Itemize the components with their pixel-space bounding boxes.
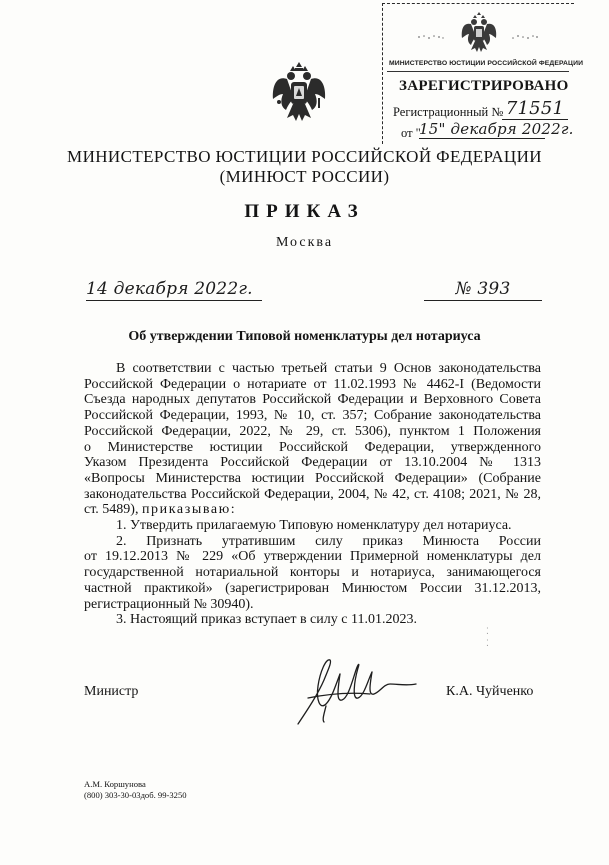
item-3: 3. Настоящий приказ вступает в силу с 11.01.2023. <box>116 612 417 628</box>
body-line: о Министерстве юстиции Российской Федерации, утвержденного <box>84 439 541 455</box>
stamp-status: ЗАРЕГИСТРИРОВАНО <box>399 78 569 94</box>
body-line: Съезда народных депутатов Российской Федерации и Верховного Совета <box>84 392 541 408</box>
scan-speck: ⁚ <box>486 638 489 648</box>
executor-name: А.М. Коршунова <box>84 779 146 789</box>
preamble-tail: ст. 5489), <box>84 502 139 518</box>
stamp-eagle-icon <box>459 12 499 54</box>
signatory-position: Министр <box>84 684 139 699</box>
body-line: Указом Президента Российской Федерации от 13.10.2004 № 1313 <box>84 455 541 471</box>
coat-of-arms-icon <box>270 62 328 124</box>
body-line: регистрационный № 30940). <box>84 596 254 612</box>
body-line: от 19.12.2013 № 229 «Об утверждении Примерной номенклатуры дел <box>84 549 541 565</box>
ministry-title: МИНИСТЕРСТВО ЮСТИЦИИ РОССИЙСКОЙ ФЕДЕРАЦИИ <box>67 147 542 166</box>
body-line: государственной нотариальной конторы и нотариуса, занимающегося <box>84 565 541 581</box>
stamp-date-value: 15" декабря 2022г. <box>419 120 574 138</box>
registration-stamp <box>382 3 584 144</box>
stamp-reg-number: 71551 <box>502 98 568 120</box>
command-word: приказываю: <box>141 502 237 518</box>
document-heading: Об утверждении Типовой номенклатуры дел нотариуса <box>128 329 481 344</box>
stamp-divider <box>387 71 569 72</box>
body-line <box>84 502 541 518</box>
stamp-date-prefix: от " <box>401 126 421 140</box>
body-line: Российской Федерации о нотариате от 11.02.1993 № 4462-I (Ведомости <box>84 376 541 392</box>
body-line: В соответствии с частью третьей статьи 9 Основ законодательства <box>116 361 541 376</box>
city: Москва <box>275 235 334 250</box>
body-line: частной практикой» (зарегистрирован Минюстом России 31.12.2013, <box>84 580 541 596</box>
stamp-reg-label: Регистрационный № <box>393 105 504 119</box>
item-1: 1. Утвердить прилагаемую Типовую номенклатуру дел нотариуса. <box>116 518 512 534</box>
stamp-ornament-right <box>511 32 539 42</box>
signatory-name: К.А. Чуйченко <box>446 684 534 699</box>
document-body <box>84 361 541 628</box>
scan-speck: ⁚ <box>486 626 489 636</box>
handwritten-signature <box>278 654 418 728</box>
order-date: 14 декабря 2022г. <box>86 278 262 301</box>
executor-phone: (800) 303-30-03доб. 99-3250 <box>84 790 187 800</box>
stamp-ministry-name: МИНИСТЕРСТВО ЮСТИЦИИ РОССИЙСКОЙ ФЕДЕРАЦИИ <box>389 60 584 67</box>
document-type: ПРИКАЗ <box>244 201 365 222</box>
body-line: законодательства Российской Федерации, 2004, № 42, ст. 4108; 2021, № 28, <box>84 486 541 502</box>
stamp-ornament-left <box>417 32 445 42</box>
executor-info <box>84 779 187 801</box>
body-line: 2. Признать утратившим силу приказ Минюста России <box>116 533 541 549</box>
body-line: «Вопросы Министерства юстиции Российской Федерации» (Собрание <box>84 470 541 486</box>
body-line: Российской Федерации, 1993, № 10, ст. 357; Собрание законодательства <box>84 408 541 424</box>
order-number: № 393 <box>424 278 542 301</box>
ministry-short-name: (МИНЮСТ РОССИИ) <box>219 167 390 186</box>
body-line: Российской Федерации, 2022, № 29, ст. 5306), пунктом 1 Положения <box>84 423 541 439</box>
